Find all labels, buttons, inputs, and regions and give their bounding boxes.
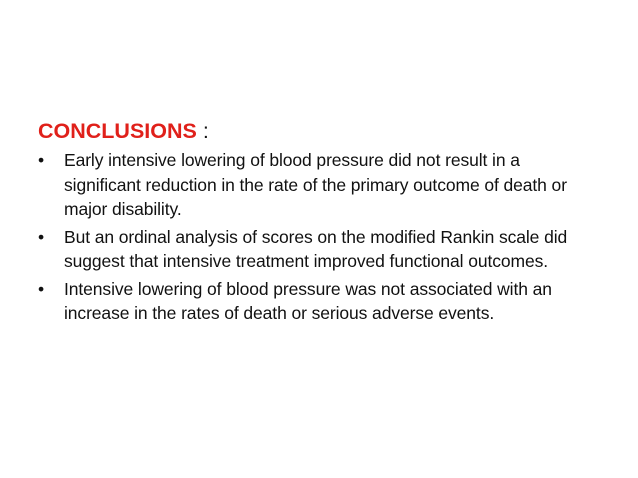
bullet-text: Early intensive lowering of blood pressure did not result in a significant reduction in the rate of the primary outcome of death or major disability. [64,150,567,219]
bullet-icon: • [38,226,45,247]
bullet-text: But an ordinal analysis of scores on the modified Rankin scale did suggest that intensive treatment improved functional outcomes. [64,226,568,271]
conclusions-list [38,148,598,326]
heading-separator: : [196,119,209,143]
bullet-icon: • [38,150,45,170]
list-item [38,148,598,222]
heading-title: CONCLUSIONS [38,119,197,143]
slide-content [38,116,598,329]
list-item [38,277,598,326]
list-item [38,225,598,274]
bullet-icon: • [38,278,45,299]
conclusions-heading [38,116,598,146]
bullet-text: Intensive lowering of blood pressure was not associated with an increase in the rates of death or serious adverse events. [64,278,552,323]
